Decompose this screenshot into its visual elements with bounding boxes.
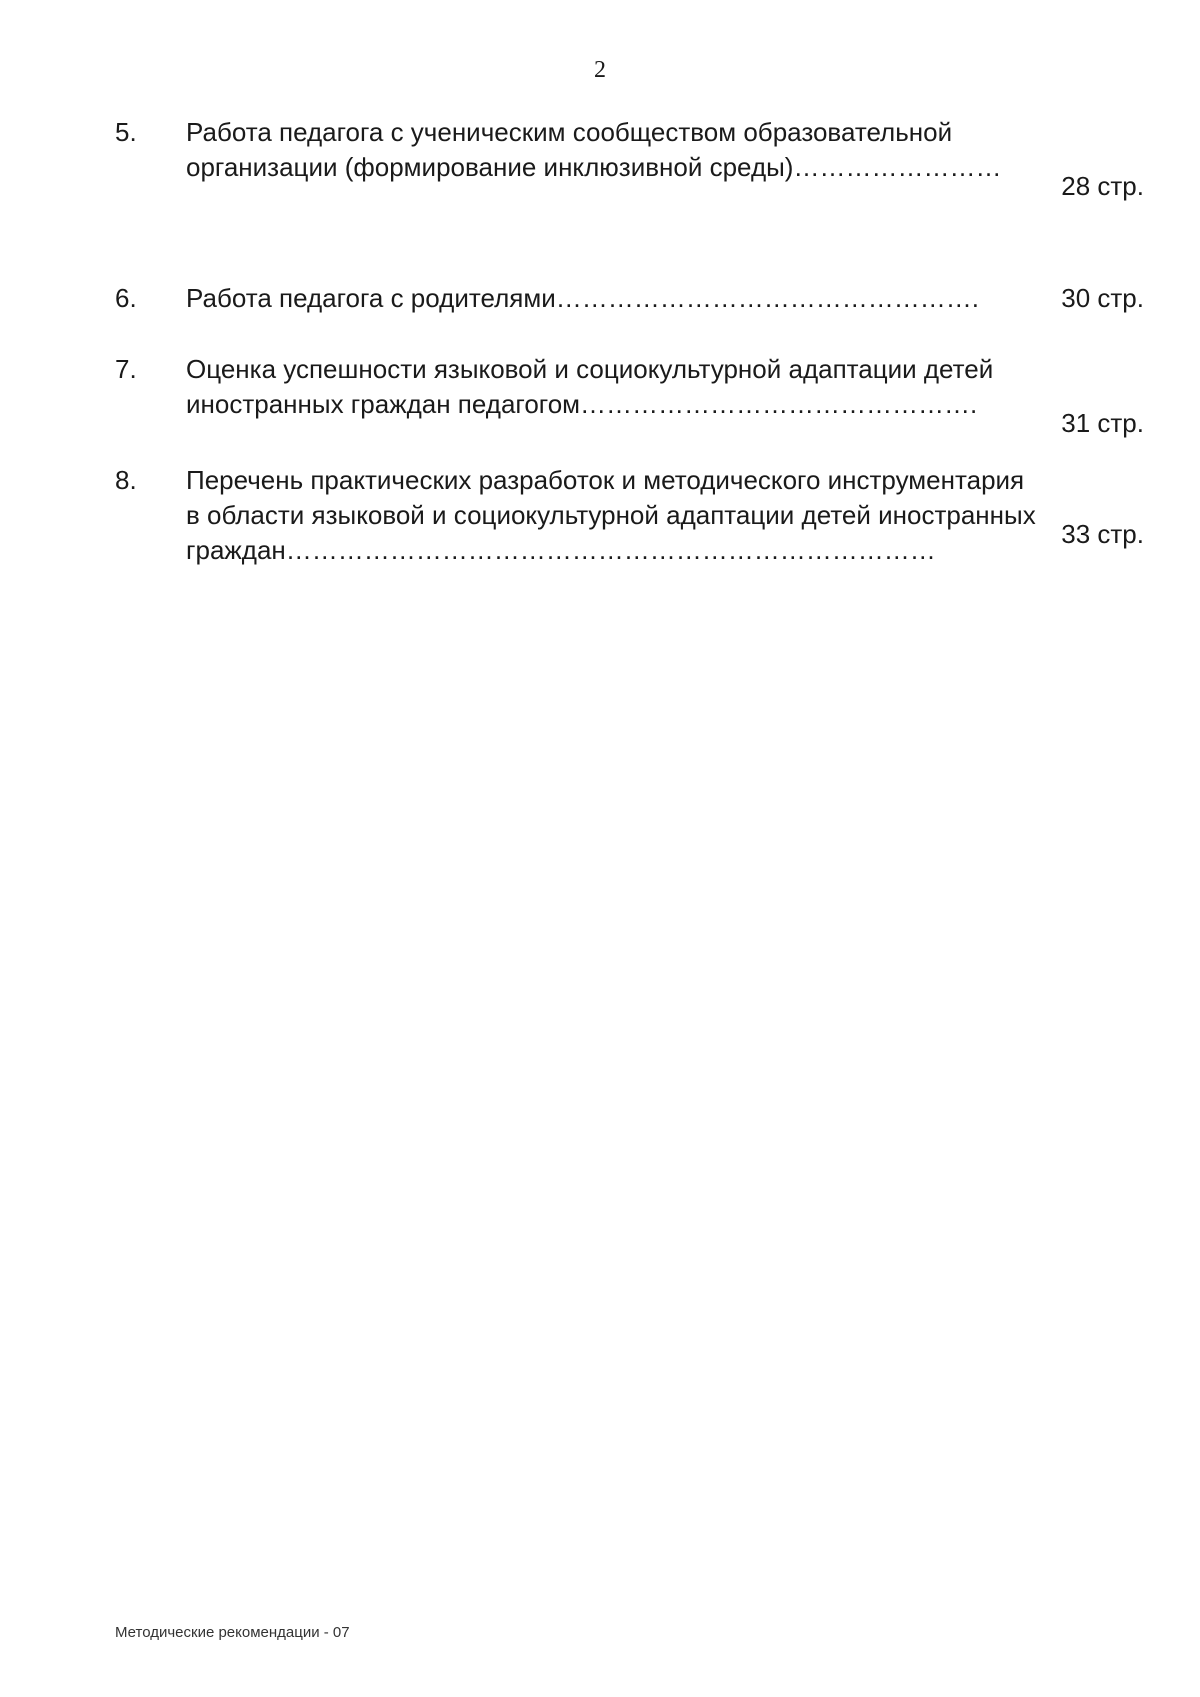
toc-entry-title-line: Оценка успешности языковой и социокультурной адаптации детей [186,354,994,384]
toc-entry-title [186,115,1046,185]
toc-entry-title [186,352,1046,422]
toc-entry-number: 5. [115,117,137,147]
toc-entry-page: 28 стр. [1061,171,1144,201]
toc-entry-title-line: Перечень практических разработок и методического инструментария [186,465,1025,495]
toc-entry-page: 33 стр. [1061,519,1144,549]
toc-entry-number: 7. [115,354,137,384]
toc-entry-number: 8. [115,465,137,495]
toc-entry-page: 31 стр. [1061,408,1144,438]
toc-entry-title-line: Работа педагога с родителями…………………………………………. [186,283,979,313]
toc-entry-title-line: организации (формирование инклюзивной среды)…………………… [186,152,1002,182]
toc-entry-number: 6. [115,283,137,313]
toc-entry-page: 30 стр. [1061,283,1144,313]
toc-entry-title [186,463,1046,568]
toc-entry-title-line: Работа педагога с ученическим сообществом образовательной [186,117,953,147]
toc-entry-title-line: иностранных граждан педагогом………………………………………. [186,389,978,419]
page-number: 2 [594,57,606,83]
toc-entry-title-line: в области языковой и социокультурной адаптации детей иностранных [186,500,1036,530]
toc-entry-title [186,281,1046,316]
page-footer: Методические рекомендации - 07 [115,1624,350,1641]
toc-entry-title-line: граждан………………………………………………………………… [186,535,936,565]
